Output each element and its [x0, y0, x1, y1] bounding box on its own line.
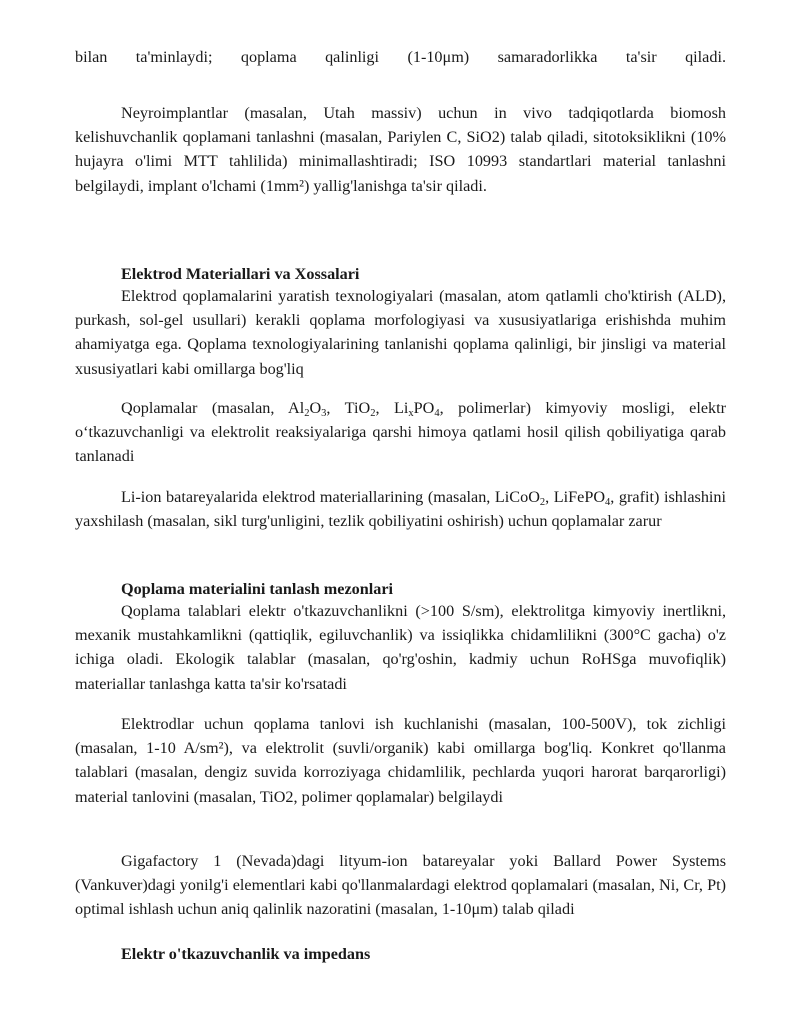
- paragraph-li-ion: Li-ion batareyalarida elektrod materiallarining (masalan, LiCoO$_2$, LiFePO$_4$, grafit) ishlashini yaxshilash (masalan, sikl turg'unligini, tezlik qobiliyatini oshirish) uchun qoplamalar zarur: [75, 488, 727, 531]
- paragraph-continuation: bilan ta'minlaydi; qoplama qalinligi (1-10μm) samaradorlikka ta'sir qiladi.: [75, 48, 726, 66]
- heading-electrode-materials: Elektrod Materiallari va Xossalari: [121, 265, 360, 283]
- heading-selection-criteria: Qoplama materialini tanlash mezonlari: [121, 580, 394, 598]
- paragraph-coatings: Qoplamalar (masalan, $Al_2O_3$, TiO$_2$, $Li_xPO_4$, polimerlar) kimyoviy mosligi, elektr o‘tkazuvchanligi va elektrolit reaksiyalariga qarshi himoya qatlami hosil qilish qobiliyatiga qarab tanlanadi: [75, 399, 727, 466]
- paragraph-coating-requirements: Qoplama talablari elektr o'tkazuvchanlikni (>100 S/sm), elektrolitga kimyoviy inertlikni, mexanik mustahkamlikni (qattiqlik, egiluvchanlik) va issiqlikka chidamlilikni (300°C gacha) o'z ichiga oladi. Ekologik talablar (masalan, qo'rg'oshin, kadmiy uchun RoHSga muvofiqlik) materiallar tanlashga katta ta'sir ko'rsatadi: [75, 602, 726, 693]
- paragraph-neuroimplants: Neyroimplantlar (masalan, Utah massiv) uchun in vivo tadqiqotlarda biomosh kelishuvchanlik qoplamani tanlashni (masalan, Pariylen C, SiO2) talab qiladi, sitotoksiklikni (10% hujayra o'limi MTT tahlilida) minimallashtiradi; ISO 10993 standartlari material tanlashni belgilaydi, implant o'lchami (1mm²) yallig'lanishga ta'sir qiladi.: [75, 104, 726, 195]
- paragraph-coating-choice: Elektrodlar uchun qoplama tanlovi ish kuchlanishi (masalan, 100-500V), tok zichligi (masalan, 1-10 A/sm²), va elektrolit (suvli/organik) kabi omillarga bog'liq. Konkret qo'llanma talablari (masalan, dengiz suvida korroziyaga chidamlilik, pechlarda yuqori harorat barqarorligi) material tanlovini (masalan, TiO2, polimer qoplamalar) belgilaydi: [75, 715, 726, 806]
- heading-conductivity-impedance: Elektr o'tkazuvchanlik va impedans: [121, 945, 371, 963]
- paragraph-gigafactory: Gigafactory 1 (Nevada)dagi lityum-ion batareyalar yoki Ballard Power Systems (Vankuver)dagi yonilg'i elementlari kabi qo'llanmalardagi elektrod qoplamalari (masalan, Ni, Cr, Pt) optimal ishlash uchun aniq qalinlik nazoratini (masalan, 1-10μm) talab qiladi: [75, 852, 726, 919]
- paragraph-coating-technologies: Elektrod qoplamalarini yaratish texnologiyalari (masalan, atom qatlamli cho'ktirish (ALD), purkash, sol-gel usullari) kerakli qoplama morfologiyasi va xususiyatlariga erishishda muhim ahamiyatga ega. Qoplama texnologiyalarining tanlanishi qoplama qalinligi, bir jinsligi va material xususiyatlari kabi omillarga bog'liq: [75, 287, 726, 378]
